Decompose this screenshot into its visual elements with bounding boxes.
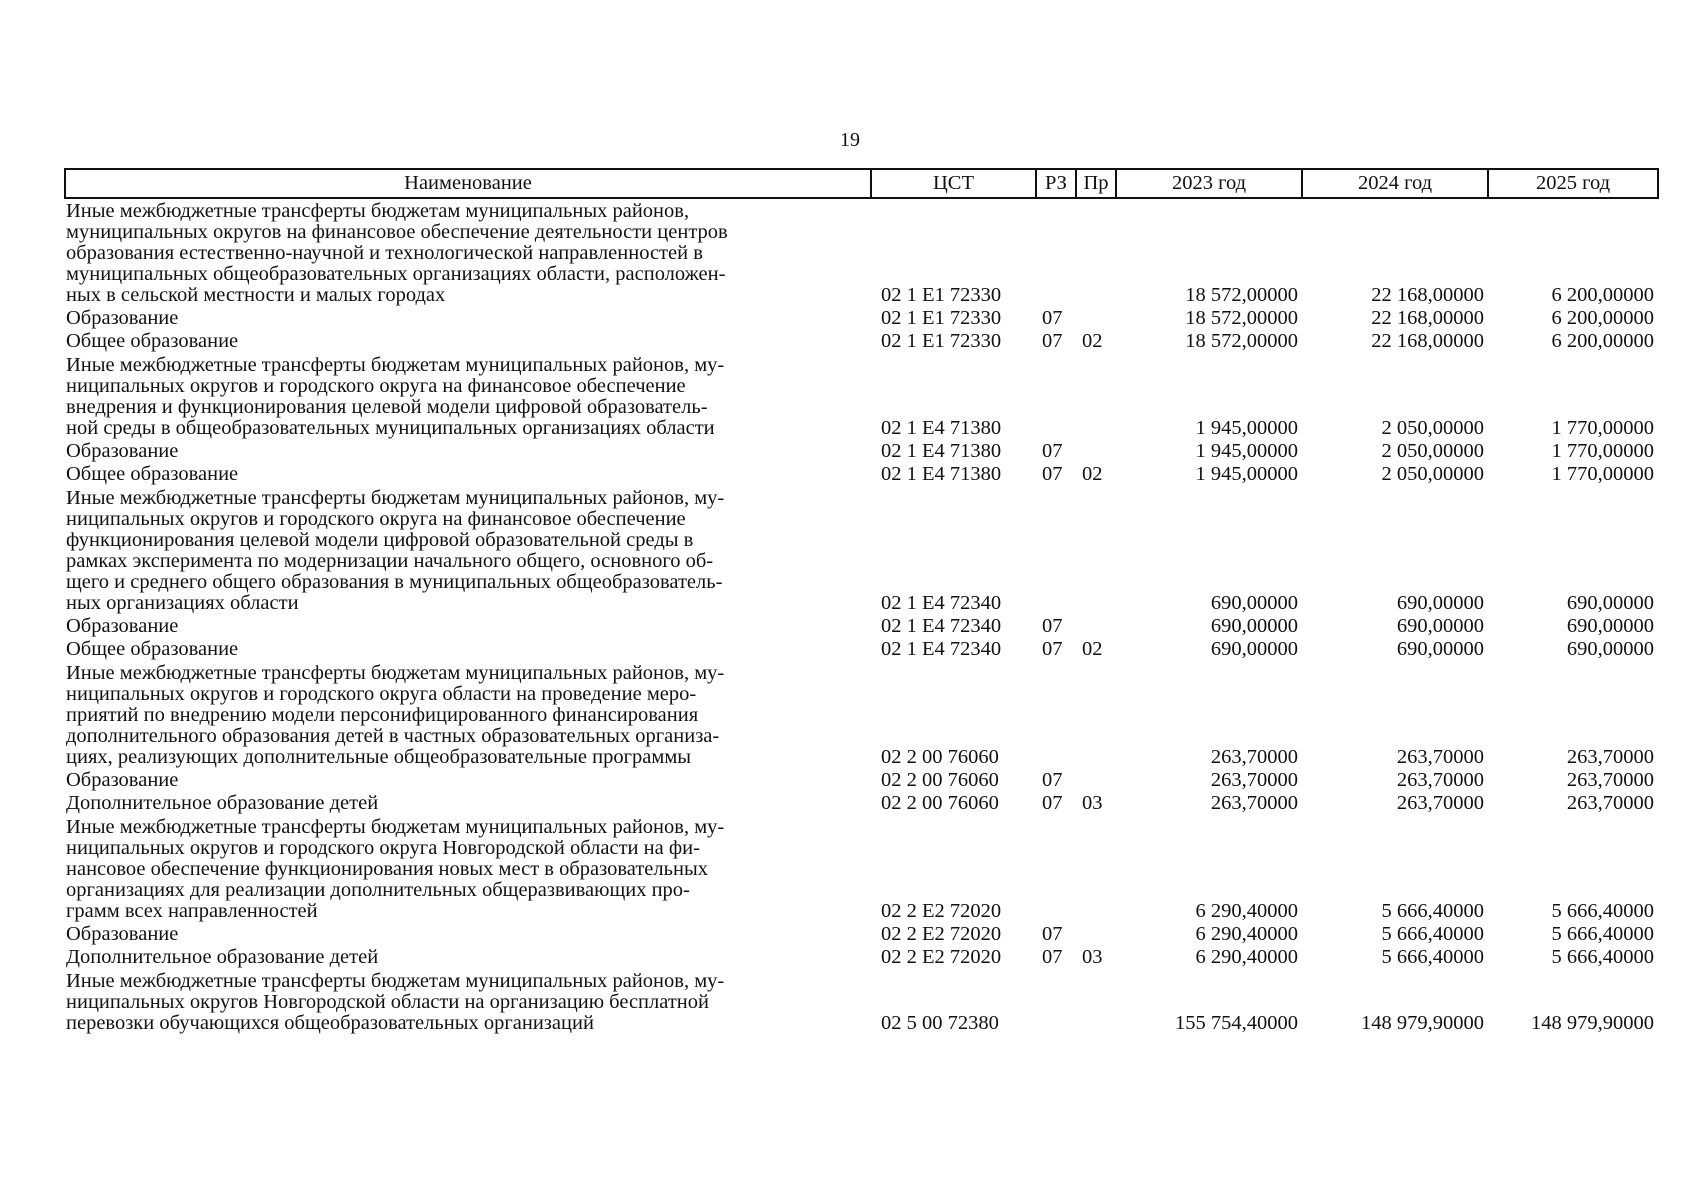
row-name [65,946,871,969]
header-2023: 2023 год [1116,169,1302,198]
row-amount-2024: 690,00000 [1396,615,1484,637]
row-amount-2023: 1 945,00000 [1195,463,1298,485]
row-amount-2025: 263,70000 [1566,792,1654,814]
table-row [65,661,1658,769]
row-name-line: Общее образование [66,463,239,485]
table-row [65,353,1658,440]
table-row [65,923,1658,946]
row-name [65,463,871,486]
row-pr [1076,923,1116,946]
row-amount-2023: 263,70000 [1210,769,1298,791]
header-rz: РЗ [1036,169,1076,198]
row-name-line: внедрения и функционирования целевой модели цифровой образователь- [66,396,708,418]
table-header-row [65,169,1658,198]
row-cst: 02 1 E1 72330 [881,307,1002,329]
row-rz [1036,661,1076,769]
row-name-line: организациях для реализации дополнительных общеразвивающих про- [66,879,690,901]
row-amount-2025: 148 979,90000 [1531,1012,1654,1034]
row-amount-2025: 1 770,00000 [1551,463,1654,485]
row-pr: 03 [1082,946,1103,968]
row-amount-2024: 22 168,00000 [1371,284,1484,306]
row-amount-2024: 5 666,40000 [1381,900,1484,922]
row-name-line: Дополнительное образование детей [66,792,379,814]
row-amount-2023: 6 290,40000 [1195,900,1298,922]
table-row [65,815,1658,923]
row-name-line: Образование [66,769,179,791]
row-name-line: грамм всех направленностей [66,900,318,922]
row-name-line: Общее образование [66,638,239,660]
row-cst: 02 1 E1 72330 [881,284,1002,306]
row-cst: 02 2 00 76060 [881,792,999,814]
row-name-line: Дополнительное образование детей [66,946,379,968]
row-cst: 02 2 00 76060 [881,769,999,791]
row-amount-2025: 263,70000 [1566,746,1654,768]
row-rz: 07 [1042,307,1063,329]
row-name [65,198,871,307]
row-amount-2024: 263,70000 [1396,746,1484,768]
row-name-line: Иные межбюджетные трансферты бюджетам муниципальных районов, му- [66,487,725,509]
row-pr [1076,353,1116,440]
row-name [65,769,871,792]
row-name-line: Иные межбюджетные трансферты бюджетам муниципальных районов, му- [66,970,725,992]
header-2024: 2024 год [1302,169,1488,198]
budget-table [64,168,1659,1035]
row-cst: 02 2 E2 72020 [881,900,1002,922]
row-name-line: перевозки обучающихся общеобразовательных организаций [66,1012,594,1034]
row-amount-2025: 5 666,40000 [1551,900,1654,922]
row-amount-2023: 1 945,00000 [1195,417,1298,439]
row-pr: 02 [1082,330,1103,352]
row-name-line: Иные межбюджетные трансферты бюджетам муниципальных районов, му- [66,662,725,684]
row-rz: 07 [1042,463,1063,485]
row-cst: 02 5 00 72380 [881,1012,999,1034]
row-amount-2023: 6 290,40000 [1195,923,1298,945]
row-name-line: ных в сельской местности и малых городах [66,284,446,306]
row-amount-2025: 690,00000 [1566,592,1654,614]
row-amount-2023: 690,00000 [1210,638,1298,660]
row-pr [1076,615,1116,638]
row-amount-2025: 690,00000 [1566,638,1654,660]
row-amount-2024: 148 979,90000 [1361,1012,1484,1034]
row-amount-2024: 22 168,00000 [1371,307,1484,329]
row-rz: 07 [1042,923,1063,945]
row-pr [1076,198,1116,307]
row-amount-2023: 155 754,40000 [1175,1012,1298,1034]
row-rz: 07 [1042,440,1063,462]
header-pr: Пр [1076,169,1116,198]
table-row [65,769,1658,792]
row-cst: 02 1 E4 71380 [881,417,1002,439]
row-rz: 07 [1042,946,1063,968]
header-name: Наименование [65,169,871,198]
row-pr: 03 [1082,792,1103,814]
row-name-line: ниципальных округов Новгородской области на организацию бесплатной [66,991,709,1013]
row-rz [1036,969,1076,1035]
row-amount-2025: 690,00000 [1566,615,1654,637]
row-rz: 07 [1042,638,1063,660]
header-2025: 2025 год [1488,169,1658,198]
row-amount-2024: 2 050,00000 [1381,440,1484,462]
row-name-line: ниципальных округов и городского округа Новгородской области на фи- [66,837,700,859]
row-name-line: Иные межбюджетные трансферты бюджетам муниципальных районов, [66,200,690,222]
row-name [65,815,871,923]
row-amount-2025: 6 200,00000 [1551,307,1654,329]
row-name [65,486,871,615]
row-cst: 02 1 E4 72340 [881,592,1002,614]
row-name-line: ниципальных округов и городского округа на финансовое обеспечение [66,375,686,397]
row-amount-2023: 18 572,00000 [1185,330,1298,352]
row-cst: 02 1 E1 72330 [881,330,1002,352]
row-cst: 02 2 E2 72020 [881,946,1002,968]
row-rz [1036,198,1076,307]
row-amount-2025: 6 200,00000 [1551,330,1654,352]
row-rz: 07 [1042,769,1063,791]
row-name [65,969,871,1035]
row-name-line: Образование [66,307,179,329]
row-amount-2025: 5 666,40000 [1551,946,1654,968]
table-row [65,330,1658,353]
row-name-line: дополнительного образования детей в частных образовательных организа- [66,725,720,747]
row-cst: 02 1 E4 71380 [881,463,1002,485]
table-row [65,440,1658,463]
row-name-line: муниципальных округов на финансовое обеспечение деятельности центров [66,221,728,243]
row-name [65,661,871,769]
table-row [65,615,1658,638]
row-name [65,330,871,353]
row-amount-2023: 18 572,00000 [1185,307,1298,329]
row-cst: 02 2 00 76060 [881,746,999,768]
table-body [65,198,1658,1035]
row-name-line: рамках эксперимента по модернизации начального общего, основного об- [66,550,714,572]
row-name-line: образования естественно-научной и технологической направленностей в [66,242,703,264]
row-amount-2025: 263,70000 [1566,769,1654,791]
row-amount-2024: 690,00000 [1396,592,1484,614]
row-amount-2023: 690,00000 [1210,615,1298,637]
row-amount-2024: 263,70000 [1396,769,1484,791]
row-amount-2025: 1 770,00000 [1551,417,1654,439]
row-name [65,307,871,330]
row-name-line: Образование [66,440,179,462]
row-name-line: ной среды в общеобразовательных муниципальных организациях области [66,417,715,439]
row-cst: 02 1 E4 72340 [881,615,1002,637]
table-row [65,638,1658,661]
table-row [65,792,1658,815]
row-name-line: ных организациях области [66,592,299,614]
table-row [65,198,1658,307]
header-cst: ЦСТ [871,169,1036,198]
table-row [65,486,1658,615]
row-pr [1076,440,1116,463]
row-name-line: ниципальных округов и городского округа области на проведение меро- [66,683,697,705]
row-amount-2023: 6 290,40000 [1195,946,1298,968]
row-amount-2024: 263,70000 [1396,792,1484,814]
row-cst: 02 1 E4 72340 [881,638,1002,660]
row-pr [1076,486,1116,615]
row-name-line: Образование [66,923,179,945]
row-amount-2023: 690,00000 [1210,592,1298,614]
row-pr [1076,307,1116,330]
row-name [65,638,871,661]
row-name-line: Иные межбюджетные трансферты бюджетам муниципальных районов, му- [66,816,725,838]
row-amount-2023: 263,70000 [1210,746,1298,768]
row-pr: 02 [1082,638,1103,660]
row-rz [1036,353,1076,440]
row-amount-2024: 2 050,00000 [1381,463,1484,485]
row-pr [1076,815,1116,923]
row-amount-2025: 5 666,40000 [1551,923,1654,945]
row-name-line: приятий по внедрению модели персонифицированного финансирования [66,704,699,726]
row-name-line: щего и среднего общего образования в муниципальных общеобразователь- [66,571,723,593]
row-amount-2025: 6 200,00000 [1551,284,1654,306]
row-cst: 02 1 E4 71380 [881,440,1002,462]
row-amount-2024: 5 666,40000 [1381,923,1484,945]
row-pr [1076,769,1116,792]
row-amount-2024: 2 050,00000 [1381,417,1484,439]
row-amount-2025: 1 770,00000 [1551,440,1654,462]
row-amount-2023: 1 945,00000 [1195,440,1298,462]
row-name-line: Иные межбюджетные трансферты бюджетам муниципальных районов, му- [66,354,725,376]
row-name-line: нансовое обеспечение функционирования новых мест в образовательных [66,858,708,880]
row-rz: 07 [1042,330,1063,352]
row-pr [1076,969,1116,1035]
row-name-line: ниципальных округов и городского округа на финансовое обеспечение [66,508,686,530]
row-name [65,792,871,815]
row-name [65,353,871,440]
row-pr: 02 [1082,463,1103,485]
row-amount-2023: 18 572,00000 [1185,284,1298,306]
table-row [65,463,1658,486]
row-cst: 02 2 E2 72020 [881,923,1002,945]
row-name-line: Общее образование [66,330,239,352]
row-rz: 07 [1042,792,1063,814]
table-row [65,946,1658,969]
row-amount-2024: 690,00000 [1396,638,1484,660]
row-name-line: функционирования целевой модели цифровой образовательной среды в [66,529,694,551]
row-amount-2024: 5 666,40000 [1381,946,1484,968]
row-name [65,615,871,638]
row-rz: 07 [1042,615,1063,637]
row-name [65,440,871,463]
row-name [65,923,871,946]
row-amount-2023: 263,70000 [1210,792,1298,814]
row-pr [1076,661,1116,769]
row-name-line: муниципальных общеобразовательных организациях области, расположен- [66,263,726,285]
row-rz [1036,815,1076,923]
table-row [65,969,1658,1035]
row-name-line: Образование [66,615,179,637]
row-name-line: циях, реализующих дополнительные общеобразовательные программы [66,746,692,768]
table-row [65,307,1658,330]
row-rz [1036,486,1076,615]
page-number: 19 [840,129,860,151]
row-amount-2024: 22 168,00000 [1371,330,1484,352]
